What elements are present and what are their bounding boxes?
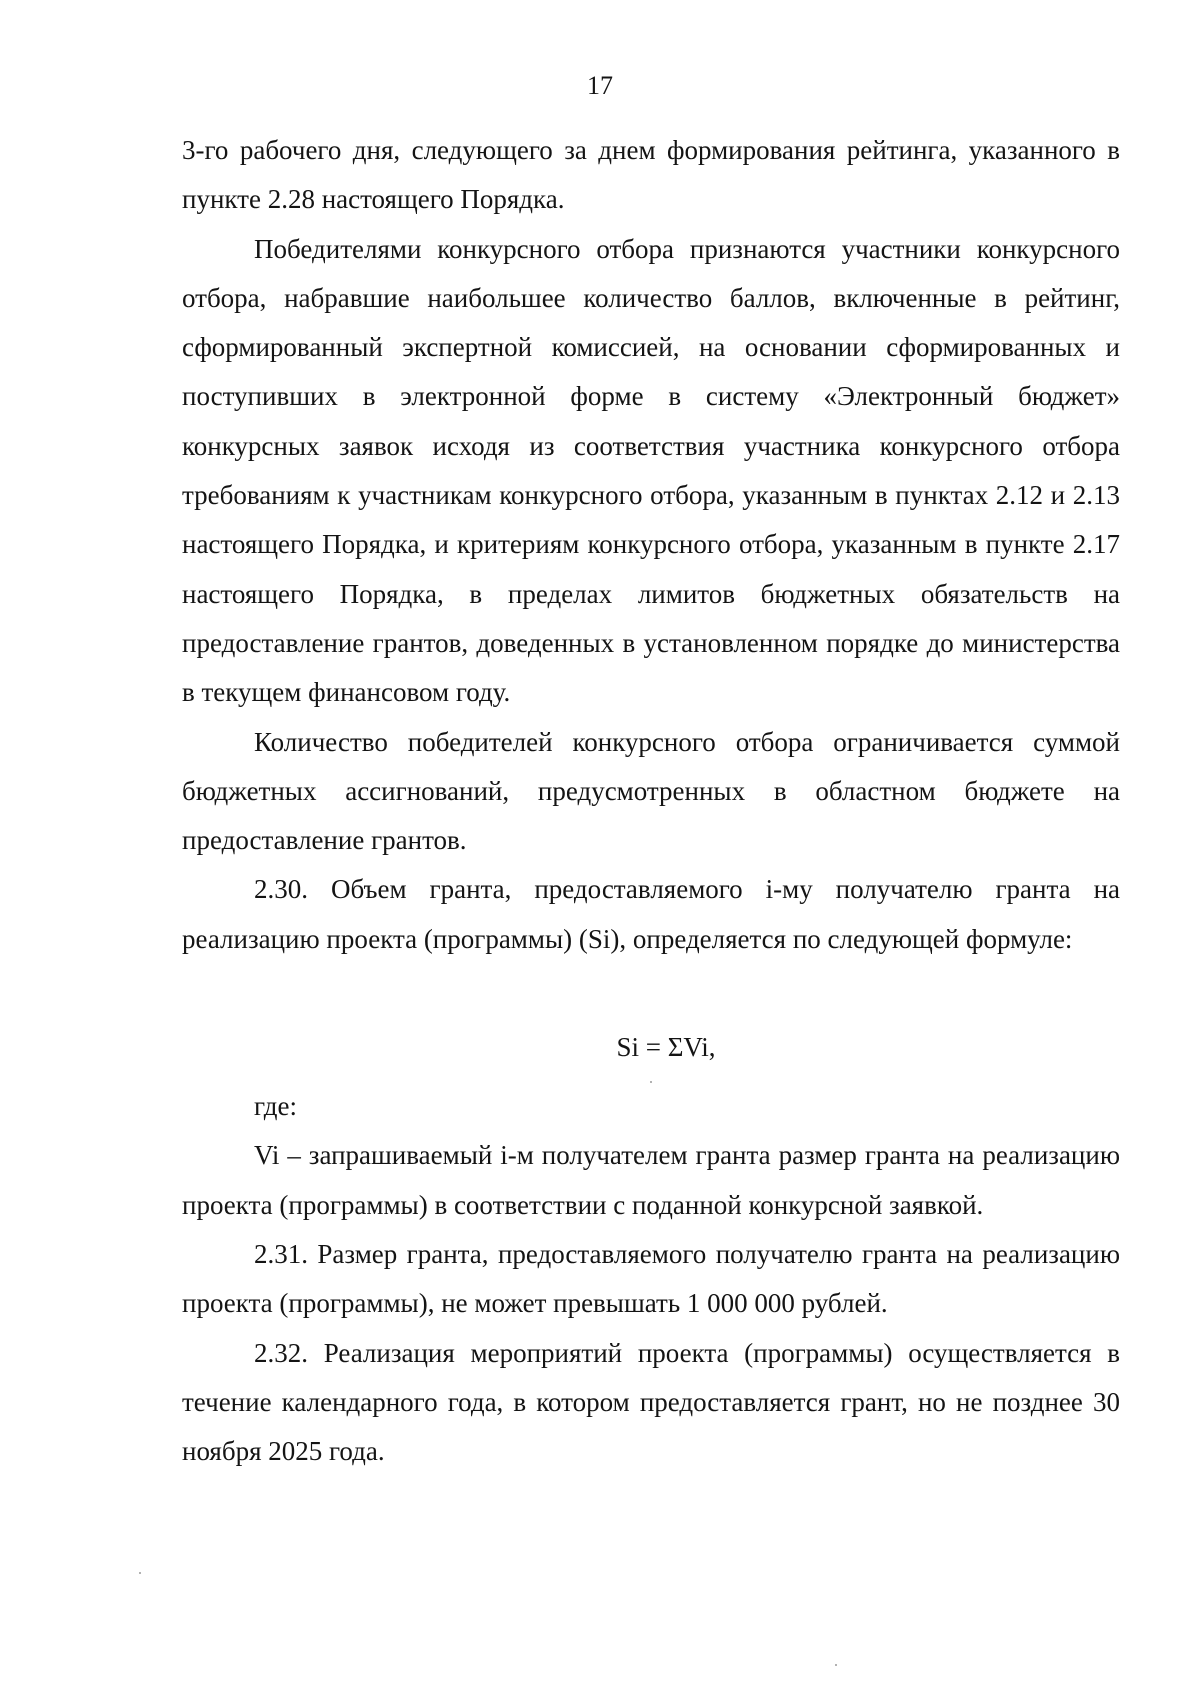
paragraph-continuation: 3-го рабочего дня, следующего за днем формирования рейтинга, указанного в пункте 2.28 настоящего Порядка. — [182, 135, 1120, 215]
paragraph-winner-count: Количество победителей конкурсного отбора ограничивается суммой бюджетных ассигнований, предусмотренных в областном бюджете на предоставление грантов. — [182, 726, 1120, 856]
scan-speck — [650, 1081, 652, 1083]
paragraph-2-30: 2.30. Объем гранта, предоставляемого i-му получателю гранта на реализацию проекта (программы) (Si), определяется по следующей формуле: — [182, 874, 1120, 954]
paragraph-2-32: 2.32. Реализация мероприятий проекта (программы) осуществляется в течение календарного года, в котором предоставляется грант, но не позднее 30 ноября 2025 года. — [182, 1337, 1120, 1467]
document-body — [182, 126, 1120, 1476]
scan-speck — [139, 1572, 141, 1574]
definition-vi: Vi – запрашиваемый i-м получателем гранта размер гранта на реализацию проекта (программы) в соответствии с поданной конкурсной заявкой. — [182, 1140, 1120, 1220]
page-number: 17 — [587, 71, 613, 100]
paragraph-winners: Победителями конкурсного отбора признаются участники конкурсного отбора, набравшие наибольшее количество баллов, включенные в рейтинг, сформированный экспертной комиссией, на основании сформированных и поступивших в электронной форме в систему «Электронный бюджет» конкурсных заявок исходя из соответствия участника конкурсного отбора требованиям к участникам конкурсного отбора, указанным в пунктах 2.12 и 2.13 настоящего Порядка, и критериям конкурсного отбора, указанным в пункте 2.17 настоящего Порядка, в пределах лимитов бюджетных обязательств на предоставление грантов, доведенных в установленном порядке до министерства в текущем финансовом году. — [182, 233, 1120, 708]
where-label: где: — [254, 1091, 297, 1122]
paragraph-2-31: 2.31. Размер гранта, предоставляемого получателю гранта на реализацию проекта (программы), не может превышать 1 000 000 рублей. — [182, 1238, 1120, 1319]
grant-formula: Si = ΣVi, — [616, 1032, 716, 1063]
scan-speck — [835, 1664, 837, 1666]
